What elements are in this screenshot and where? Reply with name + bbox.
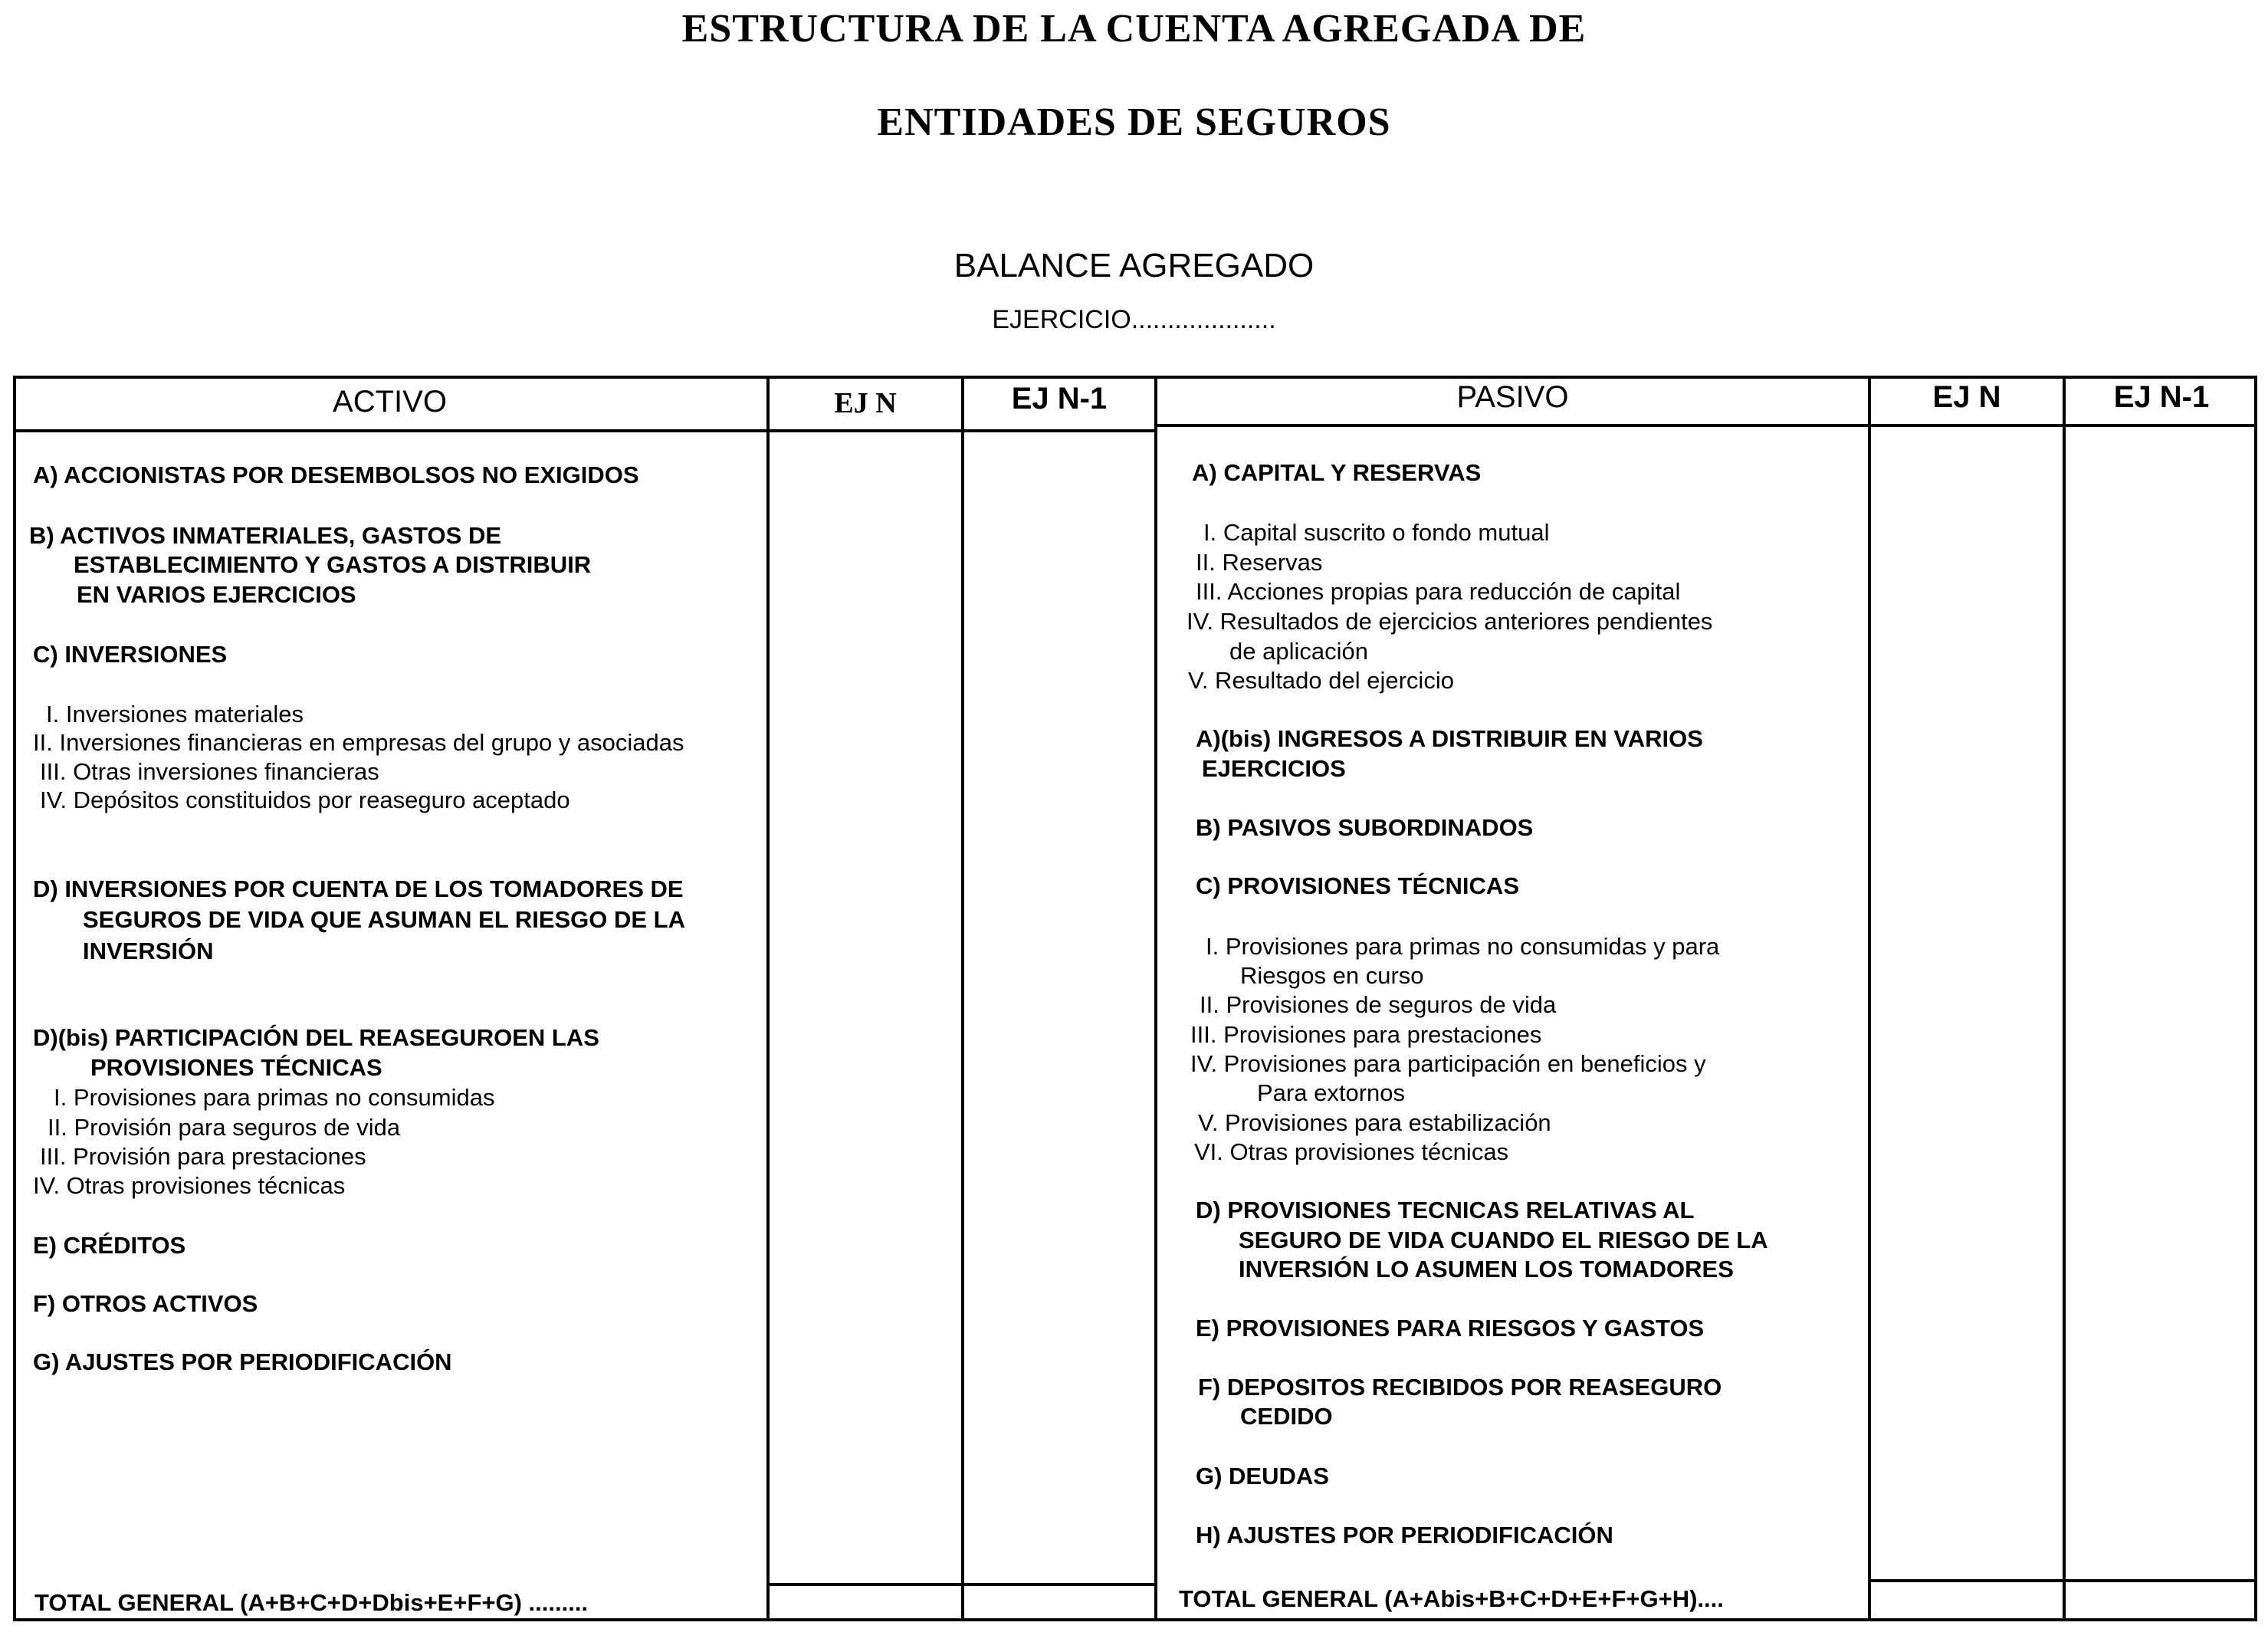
- header-divider-right: [1156, 424, 2257, 427]
- activo-line: G) AJUSTES POR PERIODIFICACIÓN: [33, 1348, 452, 1375]
- pasivo-line: III. Provisiones para prestaciones: [1190, 1021, 1542, 1048]
- pasivo-line: I. Capital suscrito o fondo mutual: [1203, 519, 1550, 546]
- document-title-line-2: ENTIDADES DE SEGUROS: [877, 100, 1391, 144]
- activo-line: C) INVERSIONES: [33, 641, 228, 668]
- activo-line: III. Otras inversiones financieras: [40, 758, 379, 785]
- pasivo-line: E) PROVISIONES PARA RIESGOS Y GASTOS: [1196, 1315, 1705, 1342]
- pasivo-line: C) PROVISIONES TÉCNICAS: [1196, 872, 1519, 899]
- activo-line: IV. Depósitos constituidos por reaseguro aceptado: [40, 787, 570, 813]
- activo-line: ESTABLECIMIENTO Y GASTOS A DISTRIBUIR: [74, 551, 592, 578]
- pasivo-line: V. Provisiones para estabilización: [1198, 1109, 1551, 1136]
- activo-line: PROVISIONES TÉCNICAS: [90, 1054, 382, 1081]
- pasivo-line: V. Resultado del ejercicio: [1188, 667, 1454, 694]
- activo-line: II. Inversiones financieras en empresas del grupo y asociadas: [33, 729, 684, 756]
- pasivo-line: I. Provisiones para primas no consumidas y para: [1206, 933, 1720, 960]
- activo-line: D) INVERSIONES POR CUENTA DE LOS TOMADORES DE: [33, 875, 684, 902]
- pasivo-line: IV. Provisiones para participación en beneficios y: [1190, 1050, 1706, 1077]
- ejercicio-label: EJERCICIO....................: [992, 305, 1276, 334]
- activo-line: A) ACCIONISTAS POR DESEMBOLSOS NO EXIGIDOS: [33, 461, 639, 488]
- pasivo-line: A)(bis) INGRESOS A DISTRIBUIR EN VARIOS: [1196, 725, 1703, 752]
- total-divider-left: [766, 1583, 1157, 1586]
- activo-line: EN VARIOS EJERCICIOS: [77, 581, 356, 608]
- activo-line: E) CRÉDITOS: [33, 1232, 186, 1259]
- balance-heading: BALANCE AGREGADO: [953, 247, 1315, 284]
- pasivo-line: INVERSIÓN LO ASUMEN LOS TOMADORES: [1239, 1256, 1734, 1283]
- col-divider-pasivo: [1868, 376, 1871, 1621]
- header-activo: ACTIVO: [333, 385, 447, 419]
- pasivo-line: A) CAPITAL Y RESERVAS: [1192, 459, 1482, 486]
- activo-total: TOTAL GENERAL (A+B+C+D+Dbis+E+F+G) .........: [34, 1589, 589, 1616]
- header-ej-n1-right: EJ N-1: [2113, 380, 2210, 414]
- activo-line: IV. Otras provisiones técnicas: [33, 1172, 346, 1199]
- activo-line: B) ACTIVOS INMATERIALES, GASTOS DE: [29, 522, 502, 549]
- pasivo-line: SEGURO DE VIDA CUANDO EL RIESGO DE LA: [1239, 1227, 1768, 1253]
- activo-line: SEGUROS DE VIDA QUE ASUMAN EL RIESGO DE LA: [83, 906, 686, 933]
- pasivo-line: B) PASIVOS SUBORDINADOS: [1196, 814, 1534, 841]
- pasivo-line: Para extornos: [1257, 1079, 1405, 1106]
- activo-line: II. Provisión para seguros de vida: [48, 1114, 401, 1141]
- activo-line: I. Inversiones materiales: [46, 701, 304, 727]
- pasivo-line: G) DEUDAS: [1196, 1463, 1329, 1489]
- activo-line: D)(bis) PARTICIPACIÓN DEL REASEGUROEN LAS: [33, 1024, 599, 1051]
- pasivo-line: III. Acciones propias para reducción de capital: [1196, 578, 1681, 605]
- activo-line: F) OTROS ACTIVOS: [33, 1290, 258, 1317]
- header-ej-n-right: EJ N: [1932, 380, 2001, 414]
- pasivo-line: F) DEPOSITOS RECIBIDOS POR REASEGURO: [1198, 1374, 1722, 1401]
- activo-line: INVERSIÓN: [83, 938, 214, 964]
- col-divider-activo: [766, 376, 770, 1621]
- pasivo-line: D) PROVISIONES TECNICAS RELATIVAS AL: [1196, 1197, 1695, 1223]
- col-divider-ejn-right: [2063, 376, 2066, 1621]
- activo-line: I. Provisiones para primas no consumidas: [54, 1084, 495, 1111]
- header-pasivo: PASIVO: [1456, 380, 1569, 414]
- pasivo-line: IV. Resultados de ejercicios anteriores pendientes: [1187, 608, 1713, 635]
- pasivo-line: II. Reservas: [1196, 549, 1323, 576]
- document-title-line-1: ESTRUCTURA DE LA CUENTA AGREGADA DE: [681, 7, 1587, 51]
- total-divider-right: [1868, 1579, 2257, 1582]
- pasivo-line: H) AJUSTES POR PERIODIFICACIÓN: [1196, 1522, 1613, 1549]
- pasivo-line: Riesgos en curso: [1240, 962, 1424, 989]
- activo-line: III. Provisión para prestaciones: [40, 1143, 366, 1170]
- pasivo-line: II. Provisiones de seguros de vida: [1200, 991, 1557, 1018]
- pasivo-line: VI. Otras provisiones técnicas: [1194, 1138, 1509, 1165]
- col-divider-ejn-left: [961, 376, 964, 1621]
- header-divider-left: [13, 429, 1157, 432]
- pasivo-line: CEDIDO: [1240, 1403, 1333, 1430]
- header-ej-n-left: EJ N: [834, 387, 897, 419]
- pasivo-line: de aplicación: [1229, 638, 1368, 665]
- pasivo-line: EJERCICIOS: [1202, 755, 1346, 782]
- header-ej-n1-left: EJ N-1: [1011, 382, 1108, 415]
- col-divider-center: [1154, 376, 1157, 1621]
- pasivo-total: TOTAL GENERAL (A+Abis+B+C+D+E+F+G+H)....: [1179, 1585, 1724, 1612]
